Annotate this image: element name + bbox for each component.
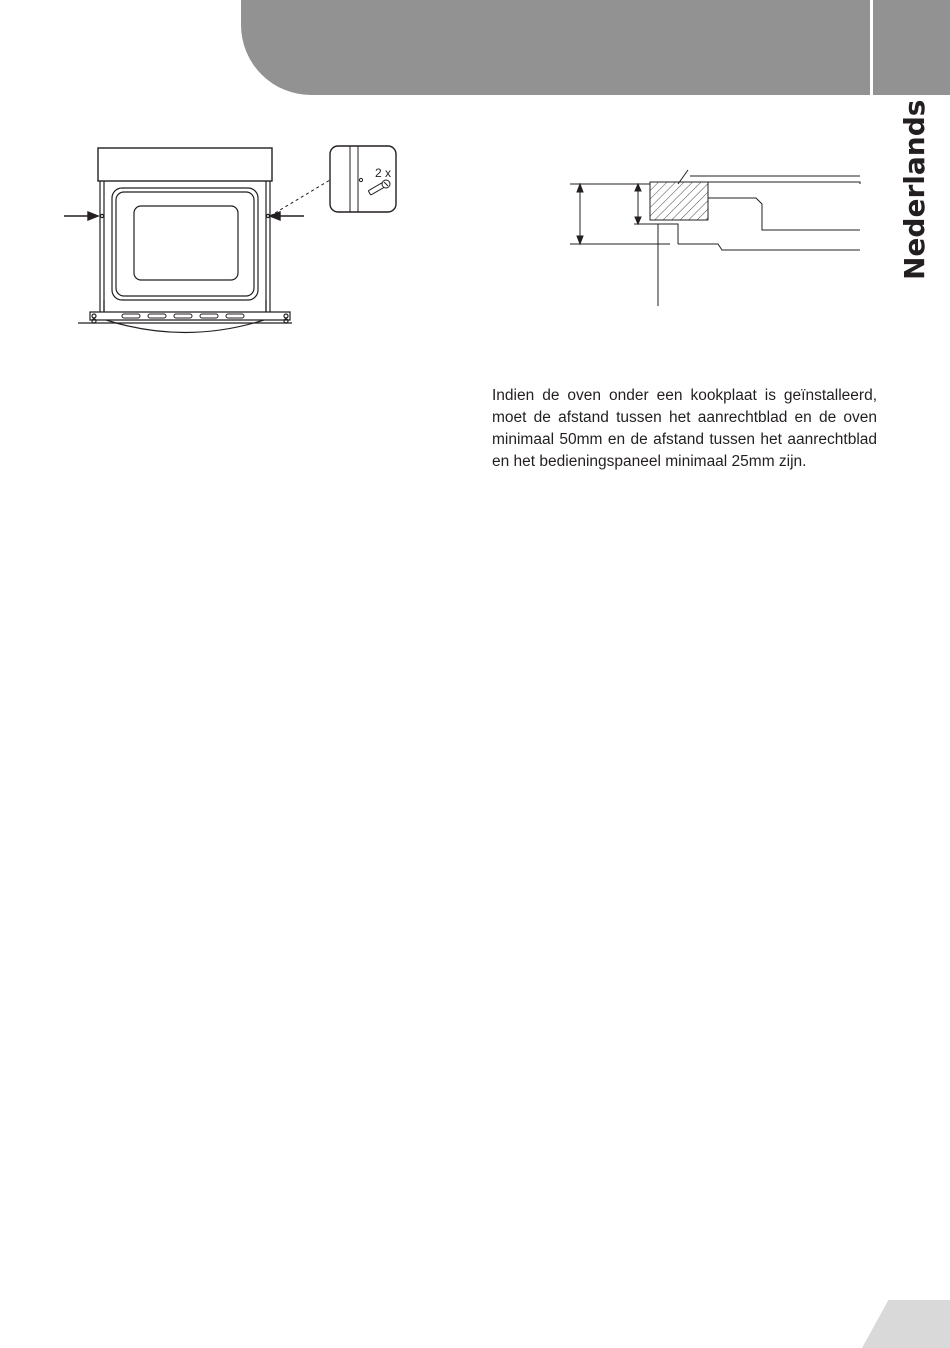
oven-mounting-figure (60, 140, 410, 345)
hatched-worktop-icon (650, 182, 708, 220)
cross-section-figure (570, 160, 865, 315)
oven-front-icon (78, 148, 292, 333)
screw-count-label: 2 x (375, 166, 392, 180)
corner-page-tab (862, 1300, 950, 1348)
language-label: Nederlands (898, 99, 931, 280)
screw-icon (368, 180, 390, 195)
installation-paragraph: Indien de oven onder een kookplaat is geïnstalleerd, moet de afstand tussen het aanrechtblad en de oven minimaal 50mm en de afstand tussen het aanrechtblad en het bedieningspaneel minimaal 25mm zijn. (492, 387, 877, 470)
header-band (241, 0, 950, 95)
header-divider (870, 0, 873, 95)
